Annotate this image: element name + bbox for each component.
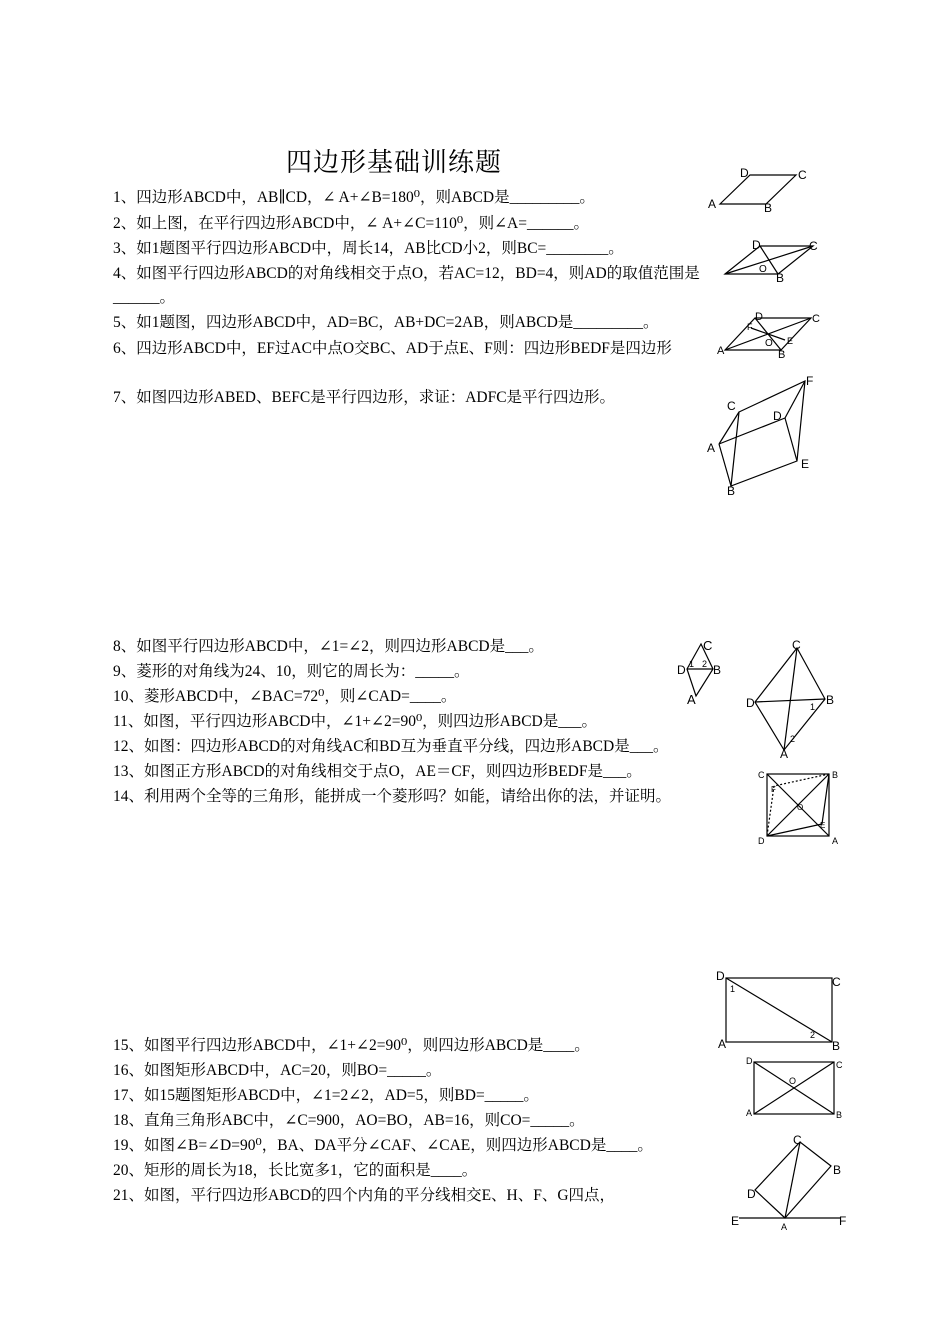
svg-text:2: 2: [810, 1030, 816, 1040]
svg-text:B: B: [778, 349, 786, 361]
figure-angle-bisectors: [725, 1128, 850, 1234]
svg-text:E: E: [820, 821, 826, 830]
figure-rhombus: [740, 636, 840, 760]
svg-text:C: C: [798, 168, 807, 182]
svg-text:C: C: [832, 975, 841, 989]
svg-text:D: D: [746, 1056, 753, 1066]
figure-rectangle-diagonals: [742, 1052, 847, 1122]
svg-text:D: D: [677, 663, 686, 677]
svg-text:O: O: [789, 1076, 797, 1086]
svg-text:D: D: [752, 238, 761, 252]
svg-text:B: B: [832, 1039, 841, 1053]
svg-text:F: F: [806, 374, 814, 388]
svg-text:B: B: [833, 1163, 842, 1177]
svg-text:E: E: [787, 336, 794, 346]
svg-text:B: B: [826, 693, 835, 707]
svg-text:C: C: [812, 313, 820, 325]
question-12: 12、如图：四边形ABCD的对角线AC和BD互为垂直平分线，四边形ABCD是___。: [113, 738, 669, 755]
question-7: 7、如图四边形ABED、BEFC是平行四边形，求证：ADFC是平行四边形。: [113, 389, 616, 406]
svg-text:B: B: [713, 663, 722, 677]
svg-text:D: D: [746, 696, 755, 710]
question-9: 9、菱形的对角线为24、10，则它的周长为：_____。: [113, 663, 470, 680]
question-11: 11、如图，平行四边形ABCD中，∠1+∠2=90⁰，则四边形ABCD是___。: [113, 713, 597, 730]
svg-text:E: E: [801, 457, 810, 471]
question-8: 8、如图平行四边形ABCD中，∠1=∠2，则四边形ABCD是___。: [113, 638, 544, 655]
svg-text:2: 2: [790, 734, 796, 744]
svg-text:2: 2: [702, 659, 708, 669]
svg-text:D: D: [758, 836, 765, 846]
svg-text:B: B: [764, 201, 773, 215]
question-17: 17、如15题图矩形ABCD中，∠1=2∠2，AD=5，则BD=_____。: [113, 1087, 539, 1104]
svg-text:D: D: [747, 1187, 756, 1201]
page-title: 四边形基础训练题: [286, 148, 503, 177]
svg-text:A: A: [780, 747, 789, 761]
svg-text:1: 1: [810, 702, 816, 712]
question-21: 21、如图，平行四边形ABCD的四个内角的平分线相交E、H、F、G四点，: [113, 1187, 616, 1204]
svg-text:A: A: [781, 1222, 788, 1232]
svg-text:1: 1: [730, 984, 736, 994]
svg-text:D: D: [755, 311, 763, 323]
svg-text:C: C: [836, 1060, 843, 1070]
svg-text:E: E: [731, 1214, 740, 1228]
svg-text:C: C: [727, 399, 736, 413]
question-19: 19、如图∠B=∠D=90⁰，BA、DA平分∠CAF、∠CAE，则四边形ABCD是____。: [113, 1137, 653, 1154]
svg-text:D: D: [716, 969, 725, 983]
question-5: 5、如1题图，四边形ABCD中，AD=BC，AB+DC=2AB，则ABCD是_________。: [113, 314, 659, 331]
svg-text:1: 1: [689, 659, 695, 669]
figure-two-parallelograms: [705, 374, 825, 499]
svg-text:B: B: [832, 770, 839, 780]
question-18: 18、直角三角形ABC中，∠C=900，AO=BO，AB=16，则CO=_____。: [113, 1112, 585, 1129]
svg-text:A: A: [717, 345, 725, 357]
svg-text:A: A: [718, 1037, 727, 1051]
svg-text:O: O: [759, 264, 767, 275]
svg-text:B: B: [836, 1110, 843, 1120]
question-10: 10、菱形ABCD中，∠BAC=72⁰，则∠CAD=____。: [113, 688, 457, 705]
question-2: 2、如上图，在平行四边形ABCD中，∠ A+∠C=110⁰，则∠A=______。: [113, 215, 589, 232]
svg-text:A: A: [832, 836, 839, 846]
figure-rectangle-diagonal: [712, 968, 847, 1052]
svg-text:B: B: [776, 271, 785, 285]
svg-text:A: A: [687, 692, 696, 707]
svg-text:O: O: [765, 338, 773, 349]
figure-parallelogram-ef: [715, 306, 845, 361]
svg-text:C: C: [809, 239, 818, 253]
svg-text:C: C: [792, 638, 801, 652]
question-14: 14、利用两个全等的三角形，能拼成一个菱形吗？如能，请给出你的法，并证明。: [113, 788, 672, 805]
question-13: 13、如图正方形ABCD的对角线相交于点O，AE＝CF，则四边形BEDF是___。: [113, 763, 642, 780]
svg-text:C: C: [793, 1133, 802, 1147]
svg-text:A: A: [707, 441, 716, 455]
svg-text:D: D: [773, 409, 782, 423]
question-4: 4、如图平行四边形ABCD的对角线相交于点O，若AC=12，BD=4，则AD的取值范围是______。: [113, 265, 700, 306]
figure-parallelogram-1: [700, 160, 840, 220]
question-6: 6、四边形ABCD中，EF过AC中点O交BC、AD于点E、F则：四边形BEDF是四边形: [113, 340, 672, 357]
svg-text:F: F: [839, 1214, 847, 1228]
figure-parallelogram-diagonals: [715, 236, 835, 286]
svg-text:F: F: [747, 322, 753, 332]
figure-square: [752, 766, 847, 850]
svg-text:F: F: [771, 785, 776, 794]
figure-small-rhombus: [675, 634, 730, 706]
svg-text:C: C: [758, 770, 765, 780]
svg-text:A: A: [708, 197, 717, 211]
svg-text:B: B: [727, 484, 736, 498]
svg-text:O: O: [797, 803, 804, 812]
question-16: 16、如图矩形ABCD中，AC=20，则BO=_____。: [113, 1062, 442, 1079]
question-1: 1、四边形ABCD中，AB∥CD，∠ A+∠B=180⁰，则ABCD是_________。: [113, 189, 595, 206]
question-20: 20、矩形的周长为18，长比宽多1，它的面积是____。: [113, 1162, 478, 1179]
svg-text:C: C: [703, 638, 713, 653]
svg-text:A: A: [746, 1108, 753, 1118]
question-15: 15、如图平行四边形ABCD中，∠1+∠2=90⁰，则四边形ABCD是____。: [113, 1037, 590, 1054]
svg-text:D: D: [740, 166, 749, 180]
question-3: 3、如1题图平行四边形ABCD中，周长14，AB比CD小2，则BC=________。: [113, 240, 624, 257]
